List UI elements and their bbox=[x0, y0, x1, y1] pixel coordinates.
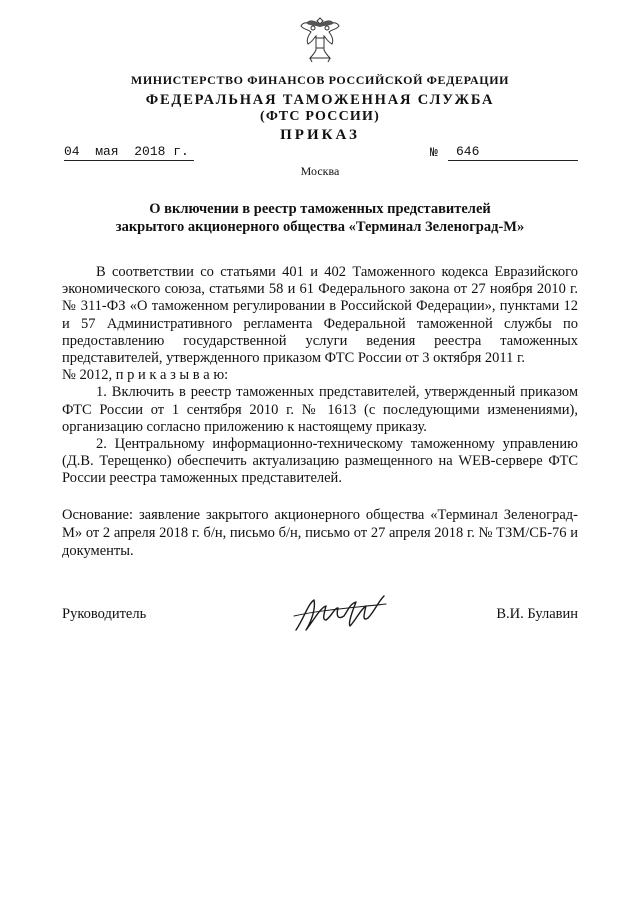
coat-of-arms-icon bbox=[298, 14, 342, 64]
preamble-paragraph: В соответствии со статьями 401 и 402 Таможенного кодекса Евразийского экономического союза, статьями 58 и 61 Федерального закона от 27 ноября 2010 г. № 311-ФЗ «О таможенном регулировании в Российской Федерации», пунктами 12 и 57 Административного регламента Федеральной таможенной службы по предоставлению государственной услуги ведения реестра таможенных представителей, утвержденного приказом ФТС России от 3 октября 2011 г. bbox=[62, 264, 578, 367]
order-subject bbox=[60, 200, 580, 236]
order-item-2: 2. Центральному информационно-техническому таможенному управлению (Д.В. Терещенко) обеспечить актуализацию размещенного на WEB-сервере ФТС России реестра таможенных представителей. bbox=[62, 436, 578, 487]
subject-line-2: закрытого акционерного общества «Терминал Зеленоград-М» bbox=[115, 219, 525, 235]
order-date: 04 мая 2018 г. bbox=[64, 143, 194, 161]
ministry-title: МИНИСТЕРСТВО ФИНАНСОВ РОССИЙСКОЙ ФЕДЕРАЦИИ bbox=[130, 73, 510, 87]
order-item-1: 1. Включить в реестр таможенных представителей, утвержденный приказом ФТС России от 1 сентября 2010 г. № 1613 (с последующими изменениями), организацию согласно приложению к настоящему приказу. bbox=[62, 384, 578, 435]
signatory-role: Руководитель bbox=[62, 606, 147, 622]
order-number-label: № bbox=[430, 145, 438, 160]
order-number-value: 646 bbox=[456, 144, 480, 159]
preamble-ending: № 2012, п р и к а з ы в а ю: bbox=[62, 367, 229, 384]
order-number bbox=[448, 143, 578, 161]
service-abbreviation: (ФТС РОССИИ) bbox=[260, 109, 380, 124]
subject-line-1: О включении в реестр таможенных представителей bbox=[149, 201, 491, 217]
order-body bbox=[62, 264, 578, 488]
handwritten-signature-icon bbox=[290, 590, 390, 638]
basis-text: Основание: заявление закрытого акционерного общества «Терминал Зеленоград-М» от 2 апреля 2018 г. б/н, письмо б/н, письмо от 27 апреля 2018 г. № ТЗМ/СБ-76 и документы. bbox=[62, 507, 578, 559]
city-name: Москва bbox=[300, 164, 340, 178]
service-title: ФЕДЕРАЛЬНАЯ ТАМОЖЕННАЯ СЛУЖБА bbox=[145, 92, 495, 108]
document-type-title: ПРИКАЗ bbox=[280, 127, 360, 143]
basis-section bbox=[62, 506, 578, 560]
signatory-name: В.И. Булавин bbox=[496, 606, 578, 622]
